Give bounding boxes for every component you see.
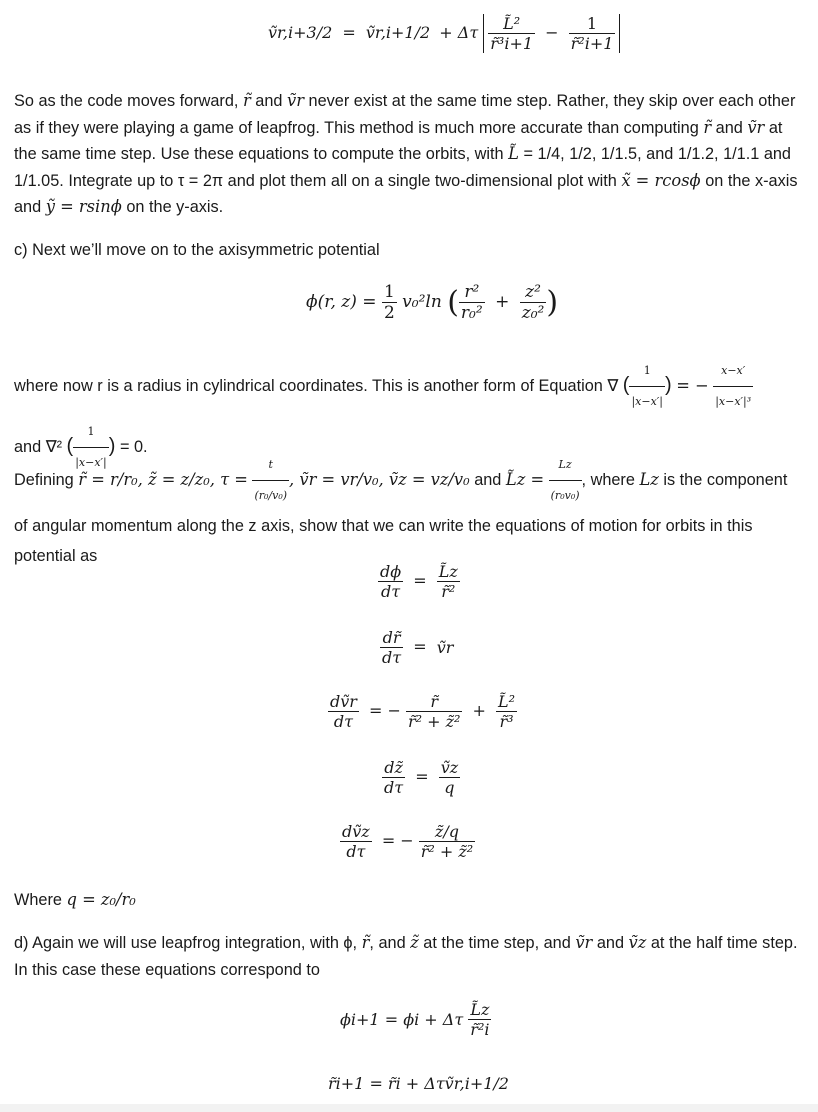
top-eq-rhs-first: ṽr,i+1/2	[365, 23, 431, 42]
top-eq-frac2: $\frac{1}{\text{r̃²i+1}}$	[570, 14, 614, 53]
eom-dvz: $\frac{\text{dṽz}}{d\tau}$ = − $\frac{z̃/q}{\text{r̃² + z̃²}}$	[342, 822, 474, 861]
eom-dz: $\frac{dz̃}{d\tau}$ = $\frac{\text{ṽz}}{q}$	[384, 758, 459, 797]
eom-dr: $\frac{dr̃}{d\tau}$ = ṽr	[382, 628, 454, 667]
paragraph-part-d: d) Again we will use leapfrog integration, with ϕ, r̃, and z̃ at the time step, and ṽr and ṽz at the half time step. In this case these equations correspond to	[14, 933, 798, 979]
eom-dvr: $\frac{\text{dṽr}}{d\tau}$ = − $\frac{r̃}{\text{r̃² + z̃²}}$ + $\frac{\text{L̃²}}{\text{r̃³}}$	[330, 692, 516, 731]
top-eq-frac1: $\frac{\text{L̃²}}{\text{r̃³i+1}}$	[490, 14, 534, 53]
bottom-edge	[0, 1104, 818, 1112]
paragraph-q-def: Where q = z₀/r₀	[14, 890, 136, 909]
top-eq-lhs: ṽr,i+3/2	[268, 23, 333, 42]
leapfrog-phi: ϕi+1 = ϕi + Δτ $\frac{L̃z}{\text{r̃²i}}$	[340, 1000, 490, 1039]
potential-equation: ϕ(r, z) = $\frac{1}{2}$ v₀²ln ( $\frac{\text{r²}}{\text{r₀²}}$ + $\frac{\text{z²}}{\text{z₀²}}$ )	[306, 282, 559, 323]
paragraph-leapfrog: So as the code moves forward, r̃ and ṽr never exist at the same time step. Rather, they skip over each other as if they were playing a game of leapfrog. This method is much more accurate than computing r̃ and ṽr at the same time step. Use these equations to compute the orbits, with L̃ = 1/4, 1/2, 1/1.5, and 1/1.2, 1/1.1 and 1/1.05. Integrate up to τ = 2π and plot them all on a single two-dimensional plot with x̃ = rcosϕ on the x-axis and ỹ = rsinϕ on the y-axis.	[14, 91, 798, 216]
paragraph-definitions: Defining r̃ = r/r₀, z̃ = z/z₀, τ = $\frac{t}{\text{(r₀/v₀)}}$ , ṽr = vr/v₀, ṽz = vz/v₀ and L̃z = $\frac{Lz}{\text{(r₀v₀)}}$ , where Lz is the component of angular momentum along the z axis, show that we can write the equations of motion for orbits in this potential as	[14, 458, 788, 565]
paragraph-part-c: c) Next we’ll move on to the axisymmetric potential	[14, 241, 380, 259]
paragraph-gradient: where now r is a radius in cylindrical coordinates. This is another form of Equation ∇ ( $\frac{1}{|x-x'|}$ ) = − $\frac{x-x'}{\text{|x−x′|³}}$ and ∇² ( $\frac{1}{|x-x'|}$ ) = 0.	[14, 356, 804, 478]
top-equation: ṽr,i+3/2 = ṽr,i+1/2 + Δτ $\frac{\text{L̃²}}{\text{r̃³i+1}}$ − $\frac{1}{\text{r̃²i+1}}$	[268, 14, 620, 53]
eom-dphi: $\frac{d\phi}{d\tau}$ = $\frac{L̃z}{\text{r̃²}}$	[380, 562, 458, 601]
leapfrog-r: r̃i+1 = r̃i + Δτṽr,i+1/2	[328, 1074, 509, 1093]
top-eq-plus-dt: + Δτ	[439, 23, 479, 42]
